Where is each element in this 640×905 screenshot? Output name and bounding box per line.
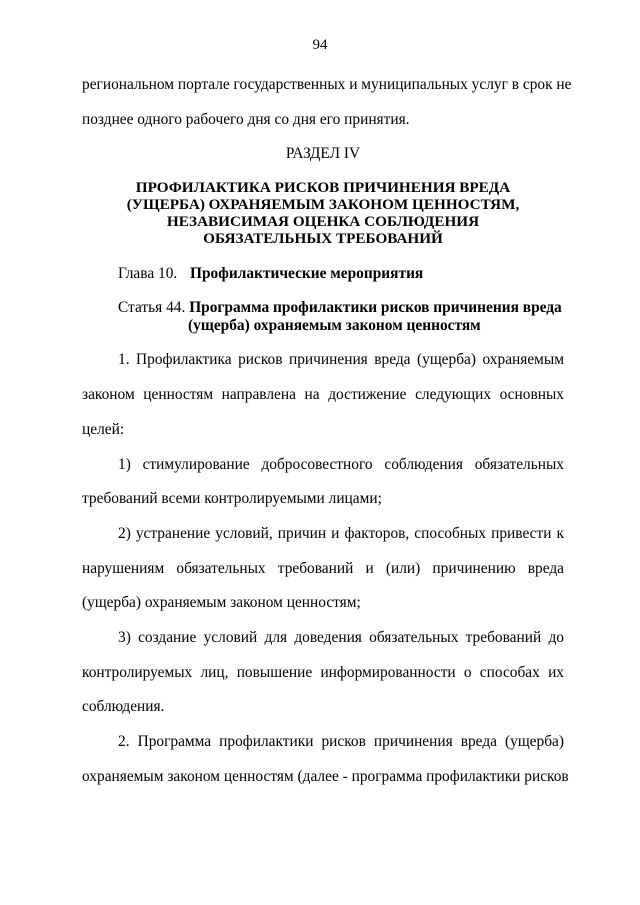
page-number: 94 xyxy=(312,37,328,53)
chapter-heading xyxy=(118,265,423,283)
paragraph-line: требований всеми контролируемыми лицами; xyxy=(82,490,382,507)
body-line: позднее одного рабочего дня со дня его принятия. xyxy=(82,111,410,128)
paragraph-line: 1) стимулирование добросовестного соблюдения обязательных xyxy=(118,456,564,473)
paragraph-line: нарушениям обязательных требований и (или) причинению вреда xyxy=(82,560,564,577)
paragraph-line: (ущерба) охраняемым законом ценностям; xyxy=(82,594,361,611)
section-title-line: НЕЗАВИСИМАЯ ОЦЕНКА СОБЛЮДЕНИЯ xyxy=(166,213,480,230)
chapter-number: Глава 10. xyxy=(118,265,178,282)
paragraph-line: законом ценностям направлена на достижение следующих основных xyxy=(82,386,564,403)
article-title: Программа профилактики рисков причинения вреда xyxy=(189,299,562,316)
section-title-line: ПРОФИЛАКТИКА РИСКОВ ПРИЧИНЕНИЯ ВРЕДА xyxy=(135,179,511,196)
body-line: региональном портале государственных и муниципальных услуг в срок не xyxy=(82,76,572,93)
section-title-line: ОБЯЗАТЕЛЬНЫХ ТРЕБОВАНИЙ xyxy=(203,230,443,247)
section-title-line: (УЩЕРБА) ОХРАНЯЕМЫМ ЗАКОНОМ ЦЕННОСТЯМ, xyxy=(126,196,520,213)
paragraph-line: целей: xyxy=(82,421,125,438)
paragraph-line: 3) создание условий для доведения обязательных требований до xyxy=(118,629,564,646)
paragraph-line: охраняемым законом ценностям (далее - программа профилактики рисков xyxy=(82,768,569,785)
paragraph-line: контролируемых лиц, повышение информированности о способах их xyxy=(82,664,564,681)
paragraph-line: 1. Профилактика рисков причинения вреда (ущерба) охраняемым xyxy=(118,351,564,368)
section-heading: РАЗДЕЛ IV xyxy=(285,145,361,162)
article-number: Статья 44. xyxy=(118,299,186,316)
paragraph-line: 2. Программа профилактики рисков причинения вреда (ущерба) xyxy=(118,733,564,750)
chapter-title: Профилактические мероприятия xyxy=(190,265,424,282)
article-title-continuation: (ущерба) охраняемым законом ценностям xyxy=(188,317,481,334)
paragraph-line: 2) устранение условий, причин и факторов, способных привести к xyxy=(118,525,564,542)
paragraph-line: соблюдения. xyxy=(82,698,165,715)
article-heading xyxy=(118,299,562,317)
